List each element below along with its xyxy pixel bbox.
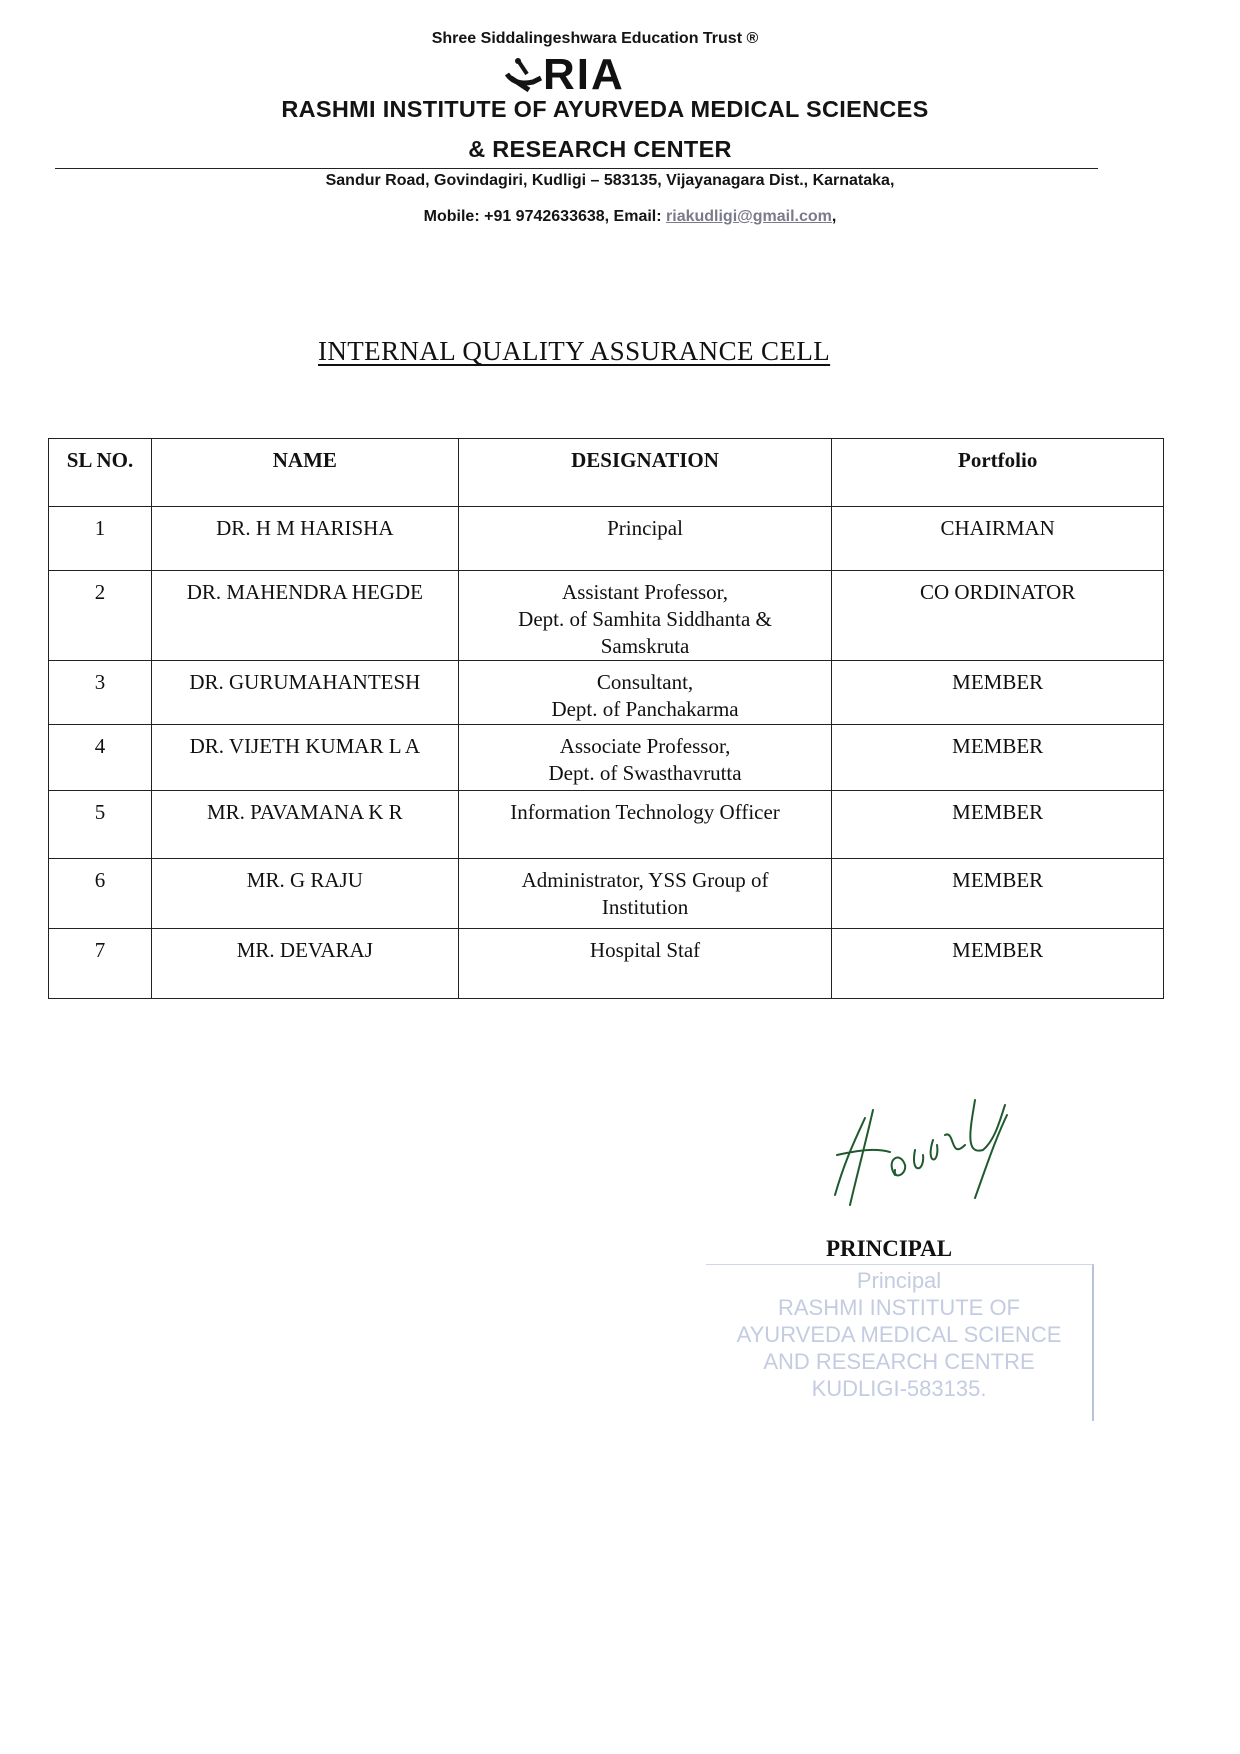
table-row — [49, 791, 1164, 859]
col-header-name: NAME — [151, 439, 458, 507]
cell-name: DR. VIJETH KUMAR L A — [151, 725, 458, 791]
cell-portfolio: MEMBER — [832, 791, 1164, 859]
cell-name: MR. PAVAMANA K R — [151, 791, 458, 859]
col-header-designation: DESIGNATION — [458, 439, 832, 507]
cell-designation: Hospital Staf — [458, 929, 832, 999]
cell-portfolio: MEMBER — [832, 929, 1164, 999]
stamp-line: AYURVEDA MEDICAL SCIENCE — [736, 1322, 1062, 1347]
cell-designation: Consultant, Dept. of Panchakarma — [458, 661, 832, 725]
table-row — [49, 661, 1164, 725]
table-row — [49, 571, 1164, 661]
table-row — [49, 929, 1164, 999]
cell-sl: 5 — [49, 791, 152, 859]
institute-name-line2: & RESEARCH CENTER — [468, 136, 732, 162]
col-header-portfolio: Portfolio — [832, 439, 1164, 507]
table-header-row — [49, 439, 1164, 507]
stamp-line: Principal — [856, 1268, 942, 1293]
mortar-pestle-icon — [503, 56, 545, 96]
cell-name: DR. GURUMAHANTESH — [151, 661, 458, 725]
institute-address: Sandur Road, Govindagiri, Kudligi – 583135, Vijayanagara Dist., Karnataka, — [325, 172, 895, 189]
stamp-line: AND RESEARCH CENTRE — [763, 1349, 1035, 1374]
cell-name: MR. DEVARAJ — [151, 929, 458, 999]
cell-sl: 6 — [49, 859, 152, 929]
table-row — [49, 859, 1164, 929]
cell-designation: Associate Professor, Dept. of Swasthavrutta — [458, 725, 832, 791]
header-divider — [55, 168, 1098, 169]
logo-text: RIA — [543, 50, 625, 99]
cell-sl: 2 — [49, 571, 152, 661]
table-row — [49, 507, 1164, 571]
cell-portfolio: MEMBER — [832, 725, 1164, 791]
cell-sl: 4 — [49, 725, 152, 791]
cell-designation: Principal — [458, 507, 832, 571]
cell-portfolio: MEMBER — [832, 859, 1164, 929]
email-link[interactable]: riakudligi@gmail.com — [666, 208, 832, 225]
col-header-sl: SL NO. — [49, 439, 152, 507]
stamp-line: KUDLIGI-583135. — [811, 1376, 987, 1401]
principal-label: PRINCIPAL — [826, 1236, 953, 1261]
principal-signature — [815, 1080, 1020, 1210]
contact-phone: Mobile: +91 9742633638, Email: — [423, 208, 667, 225]
cell-portfolio: CO ORDINATOR — [832, 571, 1164, 661]
cell-portfolio: CHAIRMAN — [832, 507, 1164, 571]
cell-name: DR. H M HARISHA — [151, 507, 458, 571]
cell-sl: 1 — [49, 507, 152, 571]
members-table — [48, 438, 1164, 999]
cell-sl: 7 — [49, 929, 152, 999]
contact-suffix: , — [831, 208, 837, 225]
cell-name: MR. G RAJU — [151, 859, 458, 929]
cell-designation: Assistant Professor, Dept. of Samhita Siddhanta & Samskruta — [458, 571, 832, 661]
page-title: INTERNAL QUALITY ASSURANCE CELL — [318, 336, 831, 366]
trust-name: Shree Siddalingeshwara Education Trust ® — [431, 30, 759, 47]
stamp-line: RASHMI INSTITUTE OF — [778, 1295, 1020, 1320]
cell-name: DR. MAHENDRA HEGDE — [151, 571, 458, 661]
cell-portfolio: MEMBER — [832, 661, 1164, 725]
contact-line — [10, 208, 1240, 226]
principal-stamp — [706, 1264, 1094, 1421]
institute-logo — [503, 52, 643, 98]
institute-name-line1: RASHMI INSTITUTE OF AYURVEDA MEDICAL SCIENCES — [281, 96, 929, 122]
cell-designation: Administrator, YSS Group of Institution — [458, 859, 832, 929]
cell-sl: 3 — [49, 661, 152, 725]
cell-designation: Information Technology Officer — [458, 791, 832, 859]
table-row — [49, 725, 1164, 791]
